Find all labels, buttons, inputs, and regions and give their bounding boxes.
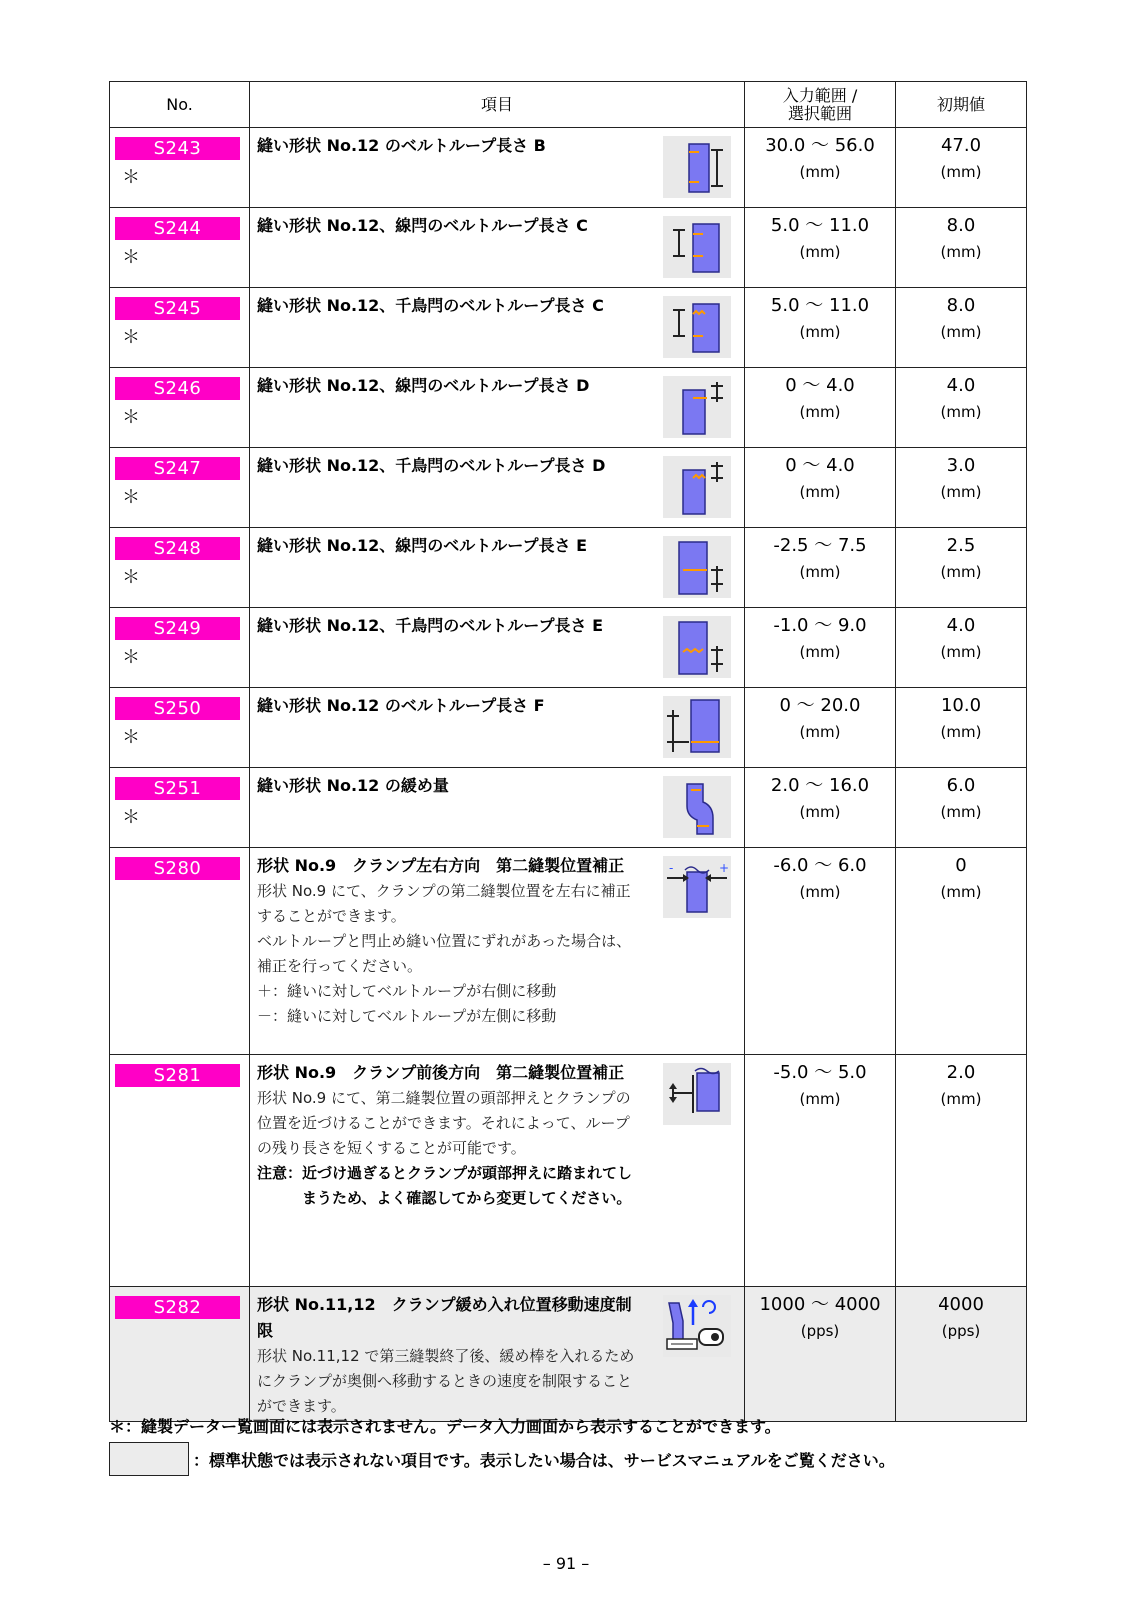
initial-value: 8.0 <box>946 215 976 236</box>
initial-value: 3.0 <box>946 455 976 476</box>
table-row <box>110 608 1027 688</box>
range-unit: (mm) <box>799 883 841 901</box>
legend-swatch <box>109 1442 189 1476</box>
item-title: 縫い形状 No.12、線閂のベルトループ長さ E <box>257 536 587 555</box>
parameter-id-badge: S249 <box>115 617 240 640</box>
header-initial: 初期値 <box>896 82 1027 128</box>
table-row <box>110 1287 1027 1422</box>
table-row <box>110 528 1027 608</box>
not-in-list-mark: ＊ <box>122 407 140 428</box>
item-title: 縫い形状 No.12、線閂のベルトループ長さ C <box>257 216 588 235</box>
initial-value: 2.5 <box>946 535 976 556</box>
not-in-list-mark: ＊ <box>122 567 140 588</box>
belt-loop-length-f-icon <box>663 696 731 758</box>
initial-unit: (mm) <box>940 723 982 741</box>
not-in-list-mark: ＊ <box>122 487 140 508</box>
footnote: ＊：縫製データー覧画面には表示されません。データ入力画面から表示することができます。 <box>109 1417 781 1436</box>
parameter-table <box>109 81 1027 1422</box>
range-unit: (mm) <box>799 723 841 741</box>
item-title: 形状 No.9 クランプ左右方向 第二縫製位置補正 <box>257 856 625 875</box>
not-in-list-mark: ＊ <box>122 807 140 828</box>
range-value: 2.0 ～ 16.0 <box>770 775 870 796</box>
range-value: -1.0 ～ 9.0 <box>773 615 867 636</box>
table-row <box>110 768 1027 848</box>
parameter-id-badge: S281 <box>115 1064 240 1087</box>
belt-loop-length-c-straight-icon <box>663 216 731 278</box>
initial-unit: (mm) <box>940 243 982 261</box>
not-in-list-mark: ＊ <box>122 167 140 188</box>
item-desc: 形状 No.9 にて、クランプの第二縫製位置を左右に補正することができます。 <box>257 882 631 925</box>
svg-text:-: - <box>669 861 674 875</box>
parameter-id-badge: S247 <box>115 457 240 480</box>
range-unit: (mm) <box>799 403 841 421</box>
range-value: 0 ～ 4.0 <box>785 375 855 396</box>
belt-loop-length-c-zigzag-icon <box>663 296 731 358</box>
initial-value: 4.0 <box>946 375 976 396</box>
initial-unit: (mm) <box>940 163 982 181</box>
clamp-left-right-correction-icon <box>663 856 731 918</box>
range-unit: (mm) <box>799 643 841 661</box>
range-unit: (mm) <box>799 1090 841 1108</box>
belt-loop-length-d-straight-icon <box>663 376 731 438</box>
header-no: No. <box>110 82 250 128</box>
initial-unit: (mm) <box>940 883 982 901</box>
parameter-id-badge: S282 <box>115 1296 240 1319</box>
header-range-line1: 入力範囲 / <box>782 85 858 105</box>
item-desc: 形状 No.9 にて、第二縫製位置の頭部押えとクランプの位置を近づけることができます。それによって、ループの残り長さを短くすることが可能です。 <box>257 1089 631 1157</box>
item-title: 形状 No.9 クランプ前後方向 第二縫製位置補正 <box>257 1063 625 1082</box>
initial-unit: (mm) <box>940 803 982 821</box>
parameter-id-badge: S250 <box>115 697 240 720</box>
caution-text: 近づけ過ぎるとクランプが頭部押えに踏まれてしまうため、よく確認してから変更してください。 <box>302 1164 633 1207</box>
parameter-id-badge: S280 <box>115 857 240 880</box>
item-title: 縫い形状 No.12、線閂のベルトループ長さ D <box>257 376 590 395</box>
initial-value: 47.0 <box>940 135 982 156</box>
initial-unit: (pps) <box>941 1322 981 1340</box>
slack-amount-icon <box>663 776 731 838</box>
clamp-front-back-correction-icon <box>663 1063 731 1125</box>
parameter-id-badge: S246 <box>115 377 240 400</box>
initial-unit: (mm) <box>940 323 982 341</box>
parameter-id-badge: S243 <box>115 137 240 160</box>
range-value: -5.0 ～ 5.0 <box>773 1062 867 1083</box>
initial-value: 0 <box>955 855 967 876</box>
table-row <box>110 848 1027 1055</box>
page-number: – 91 – <box>542 1554 590 1573</box>
table-row <box>110 288 1027 368</box>
not-in-list-mark: ＊ <box>122 247 140 268</box>
item-title: 縫い形状 No.12、千鳥閂のベルトループ長さ D <box>257 456 606 475</box>
parameter-id-badge: S245 <box>115 297 240 320</box>
clamp-move-speed-limit-icon <box>663 1295 731 1357</box>
svg-text:+: + <box>719 861 730 875</box>
initial-unit: (mm) <box>940 1090 982 1108</box>
header-item: 項目 <box>250 82 745 128</box>
range-unit: (mm) <box>799 803 841 821</box>
range-unit: (mm) <box>799 563 841 581</box>
legend <box>109 1442 895 1476</box>
table-row <box>110 448 1027 528</box>
not-in-list-mark: ＊ <box>122 327 140 348</box>
item-desc: ＋：縫いに対してベルトループが右側に移動 <box>257 982 557 1000</box>
range-value: 1000 ～ 4000 <box>759 1294 881 1315</box>
belt-loop-length-b-icon <box>663 136 731 198</box>
item-desc: 形状 No.11,12 で第三縫製終了後、緩め棒を入れるためにクランプが奥側へ移動するときの速度を制限することができます。 <box>257 1347 635 1415</box>
range-value: -2.5 ～ 7.5 <box>773 535 867 556</box>
initial-value: 2.0 <box>946 1062 976 1083</box>
range-value: 0 ～ 4.0 <box>785 455 855 476</box>
not-in-list-mark: ＊ <box>122 647 140 668</box>
range-unit: (mm) <box>799 323 841 341</box>
table-row <box>110 1055 1027 1287</box>
caution-note <box>257 1161 644 1211</box>
initial-unit: (mm) <box>940 483 982 501</box>
parameter-id-badge: S248 <box>115 537 240 560</box>
item-title: 形状 No.11,12 クランプ緩め入れ位置移動速度制限 <box>257 1295 632 1340</box>
item-title: 縫い形状 No.12、千鳥閂のベルトループ長さ C <box>257 296 604 315</box>
initial-unit: (mm) <box>940 643 982 661</box>
initial-unit: (mm) <box>940 563 982 581</box>
table-row <box>110 688 1027 768</box>
item-title: 縫い形状 No.12 の緩め量 <box>257 776 449 795</box>
initial-value: 10.0 <box>940 695 982 716</box>
range-value: 0 ～ 20.0 <box>779 695 861 716</box>
belt-loop-length-d-zigzag-icon <box>663 456 731 518</box>
parameter-id-badge: S244 <box>115 217 240 240</box>
belt-loop-length-e-zigzag-icon <box>663 616 731 678</box>
initial-value: 4000 <box>938 1294 984 1315</box>
item-title: 縫い形状 No.12、千鳥閂のベルトループ長さ E <box>257 616 603 635</box>
range-unit: (mm) <box>799 243 841 261</box>
item-desc: ベルトループと閂止め縫い位置にずれがあった場合は、補正を行ってください。 <box>257 932 632 975</box>
item-desc: －：縫いに対してベルトループが左側に移動 <box>257 1007 557 1025</box>
range-value: 30.0 ～ 56.0 <box>765 135 875 156</box>
table-row <box>110 368 1027 448</box>
initial-value: 8.0 <box>946 295 976 316</box>
range-unit: (pps) <box>800 1322 840 1340</box>
header-range-line2: 選択範囲 <box>787 103 852 123</box>
item-title: 縫い形状 No.12 のベルトループ長さ F <box>257 696 545 715</box>
not-in-list-mark: ＊ <box>122 727 140 748</box>
initial-value: 4.0 <box>946 615 976 636</box>
caution-label: 注意： <box>257 1164 303 1182</box>
item-title: 縫い形状 No.12 のベルトループ長さ B <box>257 136 546 155</box>
header-range <box>745 82 896 128</box>
range-value: 5.0 ～ 11.0 <box>770 215 870 236</box>
table-row <box>110 208 1027 288</box>
table-row <box>110 128 1027 208</box>
initial-unit: (mm) <box>940 403 982 421</box>
legend-text: ：標準状態では表示されない項目です。表示したい場合は、サービスマニュアルをご覧ください。 <box>193 1450 895 1470</box>
range-value: 5.0 ～ 11.0 <box>770 295 870 316</box>
range-unit: (mm) <box>799 163 841 181</box>
range-unit: (mm) <box>799 483 841 501</box>
range-value: -6.0 ～ 6.0 <box>773 855 867 876</box>
belt-loop-length-e-straight-icon <box>663 536 731 598</box>
initial-value: 6.0 <box>946 775 976 796</box>
parameter-id-badge: S251 <box>115 777 240 800</box>
